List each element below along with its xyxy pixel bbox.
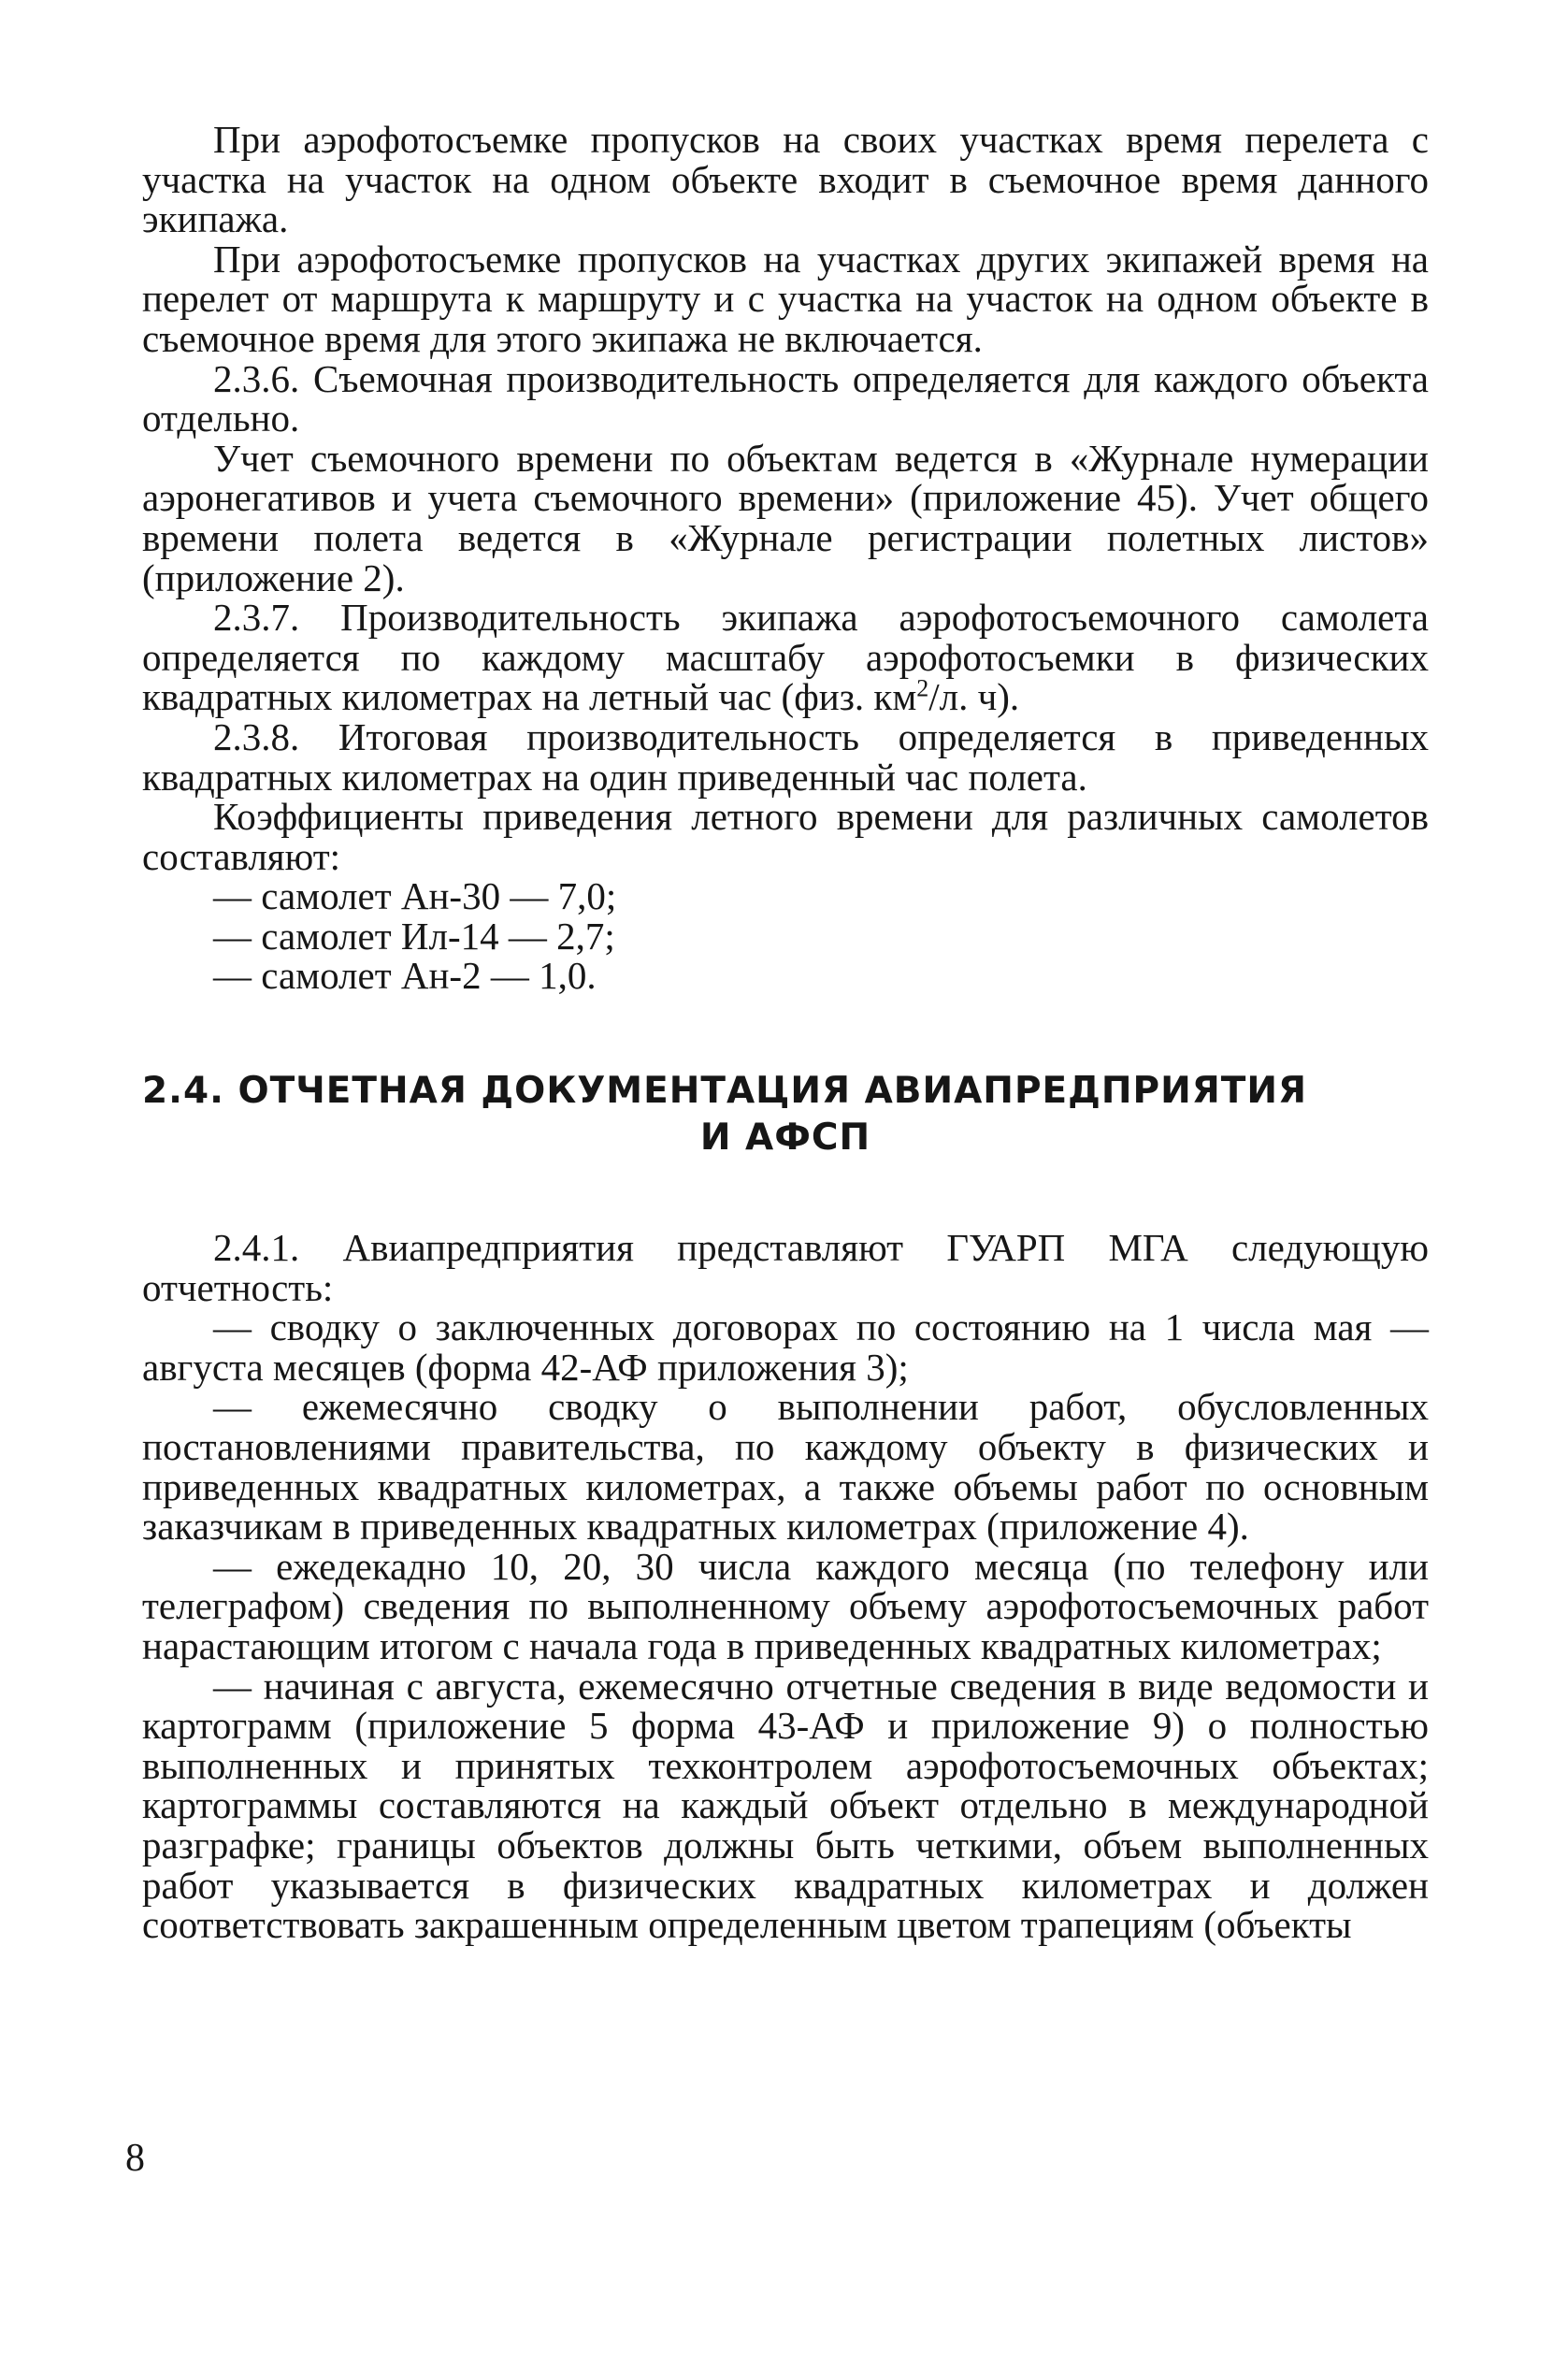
paragraph-2-3-7-tail: /л. ч). (928, 675, 1020, 719)
section-heading-2-4 (142, 1068, 1429, 1161)
list-item-il-14: — самолет Ил-14 — 2,7; (213, 914, 615, 958)
paragraph-overflight-other: При аэрофотосъемке пропусков на участках других экипажей время на перелет от маршрута к маршруту и с участка на участок на одном объекте в съемочное время для этого экипажа не включается. (142, 237, 1429, 360)
square-superscript: 2 (916, 674, 929, 702)
list-item-contracts-summary: — сводку о заключенных договорах по состоянию на 1 числа мая — августа месяцев (форма 42-АФ приложения 3); (142, 1305, 1429, 1389)
paragraph-overflight-own: При аэрофотосъемке пропусков на своих участках время перелета с участка на участок на одном объекте входит в съемочное время данного экипажа. (142, 118, 1429, 241)
page-number: 8 (125, 2137, 145, 2180)
paragraph-2-3-7-main: 2.3.7. Производительность экипажа аэрофотосъемочного самолета определяется по каждому масштабу аэрофотосъемки в физических квадратных километрах на летный час (физ. км (142, 596, 1429, 719)
text-block (142, 120, 1429, 1945)
section-heading-line2: И АФСП (699, 1117, 871, 1160)
paragraph-2-4-1: 2.4.1. Авиапредприятия представляют ГУАРП МГА следующую отчетность: (142, 1226, 1429, 1309)
list-item-an-30: — самолет Ан-30 — 7,0; (213, 874, 617, 918)
list-item-ten-day-report: — ежедекадно 10, 20, 30 числа каждого месяца (по телефону или телеграфом) сведения по выполненному объему аэрофотосъемочных работ нарастающим итогом с начала года в приведенных квадратных километрах; (142, 1544, 1429, 1667)
list-item-monthly-summary: — ежемесячно сводку о выполнении работ, обусловленных постановлениями правительства, по каждому объекту в физических и приведенных квадратных километрах, а также объемы работ по основным заказчикам в приведенных квадратных километрах (приложение 4). (142, 1385, 1429, 1549)
paragraph-2-3-7 (142, 598, 1429, 717)
list-item-an-2: — самолет Ан-2 — 1,0. (213, 954, 597, 998)
paragraph-2-3-6: 2.3.6. Съемочная производительность определяется для каждого объекта отдельно. (142, 356, 1429, 440)
paragraph-coefficients: Коэффициенты приведения летного времени для различных самолетов составляют: (142, 795, 1429, 878)
list-item-august-report: — начиная с августа, ежемесячно отчетные сведения в виде ведомости и картограмм (приложение 5 форма 43-АФ и приложение 9) о полностью выполненных и принятых техконтролем аэрофотосъемочных объектах; картограммы составляются на каждый объект отдельно в международной разграфке; границы объектов должны быть четкими, объем выполненных работ указывается в физических квадратных километрах и должен соответствовать закрашенным определенным цветом трапециям (объекты (142, 1664, 1429, 1947)
section-heading-line1: 2.4. ОТЧЕТНАЯ ДОКУМЕНТАЦИЯ АВИАПРЕДПРИЯТИЯ (142, 1070, 1308, 1113)
paragraph-time-accounting: Учет съемочного времени по объектам ведется в «Журнале нумерации аэронегативов и учета съемочного времени» (приложение 45). Учет общего времени полета ведется в «Журнале регистрации полетных листов» (приложение 2). (142, 436, 1429, 599)
paragraph-2-3-8: 2.3.8. Итоговая производительность определяется в приведенных квадратных километрах на один приведенный час полета. (142, 714, 1429, 799)
